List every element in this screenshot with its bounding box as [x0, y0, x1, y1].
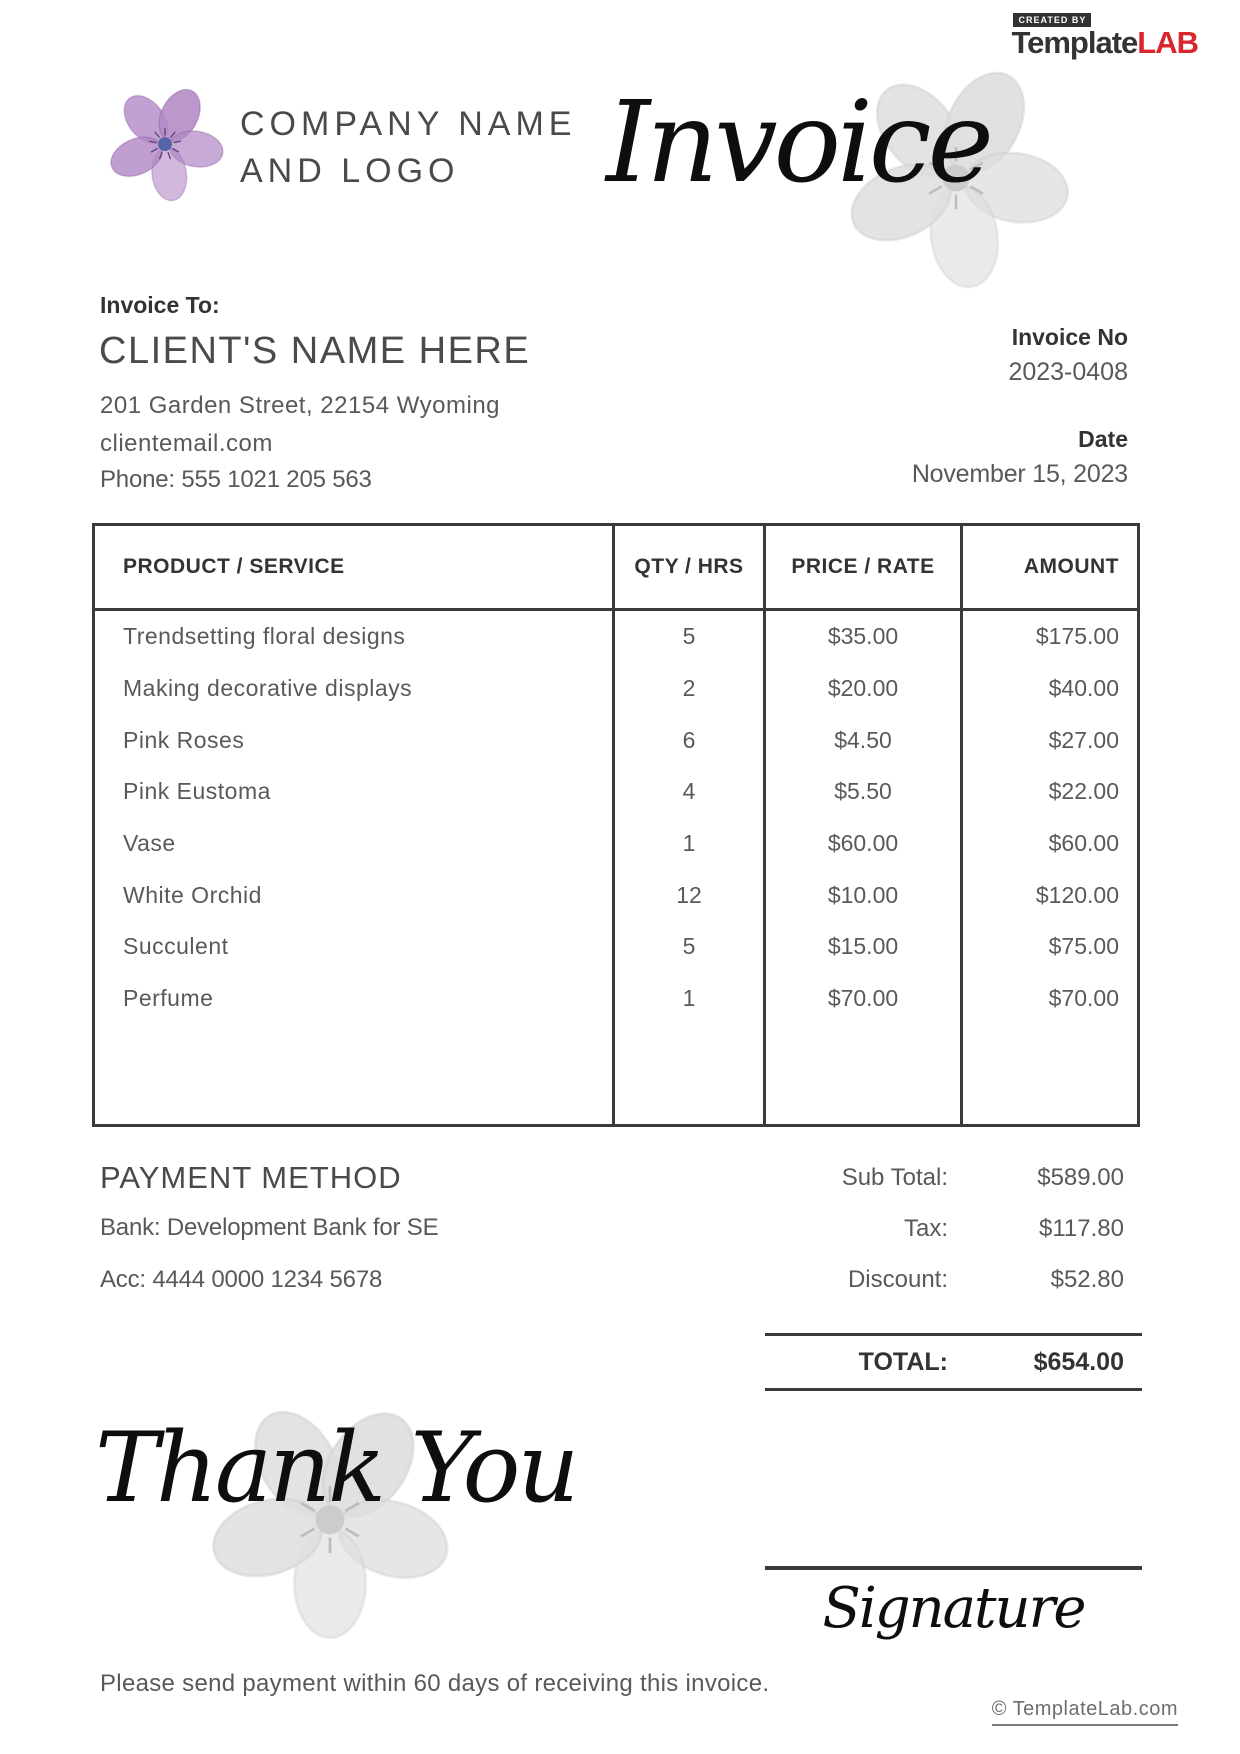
cell-amount: $60.00	[960, 818, 1137, 870]
cell-qty: 4	[612, 766, 763, 818]
payment-bank: Bank: Development Bank for SE	[100, 1214, 439, 1241]
cell-product: Succulent	[123, 933, 229, 960]
cell-price: $60.00	[763, 818, 960, 870]
cell-price: $35.00	[763, 611, 960, 663]
discount-label: Discount:	[847, 1265, 948, 1293]
cell-product: Pink Roses	[123, 726, 245, 753]
col-header-product: PRODUCT / SERVICE	[95, 526, 612, 611]
subtotal-label: Sub Total:	[841, 1163, 948, 1191]
cell-product: Perfume	[123, 985, 214, 1012]
cell-amount: $175.00	[960, 611, 1137, 663]
payment-terms-note: Please send payment within 60 days of receiving this invoice.	[100, 1670, 770, 1697]
grand-total-value: $654.00	[1033, 1347, 1124, 1376]
cell-amount: $70.00	[960, 973, 1137, 1025]
invoice-no-value: 2023-0408	[1008, 358, 1128, 386]
cell-empty	[95, 1025, 612, 1125]
cell-amount: $75.00	[960, 921, 1137, 973]
cell-amount: $22.00	[960, 766, 1137, 818]
discount-row	[765, 1254, 1142, 1305]
invoice-to-label: Invoice To:	[100, 292, 220, 318]
date-label: Date	[1078, 426, 1128, 452]
grand-total-label: TOTAL:	[858, 1347, 948, 1376]
date-value: November 15, 2023	[911, 460, 1128, 488]
cell-price: $15.00	[763, 921, 960, 973]
cell-amount: $120.00	[960, 869, 1137, 921]
templatelab-copyright-link[interactable]: © TemplateLab.com	[992, 1698, 1178, 1726]
invoice-title-script: Invoice	[606, 78, 990, 208]
signature-line	[765, 1566, 1142, 1570]
cell-qty: 1	[612, 818, 763, 870]
cell-product: Pink Eustoma	[123, 778, 271, 805]
created-by-badge: CREATED BY	[1013, 13, 1091, 27]
cell-empty	[763, 1025, 960, 1125]
tax-label: Tax:	[903, 1214, 948, 1242]
company-name-line1: COMPANY NAME	[240, 105, 577, 143]
discount-value: $52.80	[1050, 1265, 1124, 1293]
tax-value: $117.80	[1039, 1214, 1124, 1242]
cell-product: Making decorative displays	[123, 675, 413, 702]
cell-price: $5.50	[763, 766, 960, 818]
grand-total-row	[765, 1333, 1142, 1391]
client-phone: Phone: 555 1021 205 563	[100, 466, 372, 493]
cell-price: $10.00	[763, 869, 960, 921]
cell-qty: 12	[612, 869, 763, 921]
payment-account: Acc: 4444 0000 1234 5678	[100, 1266, 383, 1293]
thank-you-script: Thank You	[95, 1412, 577, 1524]
client-name: CLIENT'S NAME HERE	[99, 330, 531, 372]
payment-method-title: PAYMENT METHOD	[100, 1160, 402, 1195]
totals-block	[765, 1152, 1142, 1305]
client-email: clientemail.com	[100, 430, 273, 457]
company-name-line2: AND LOGO	[240, 152, 460, 190]
cell-price: $4.50	[763, 714, 960, 766]
cell-empty	[960, 1025, 1137, 1125]
subtotal-row	[765, 1152, 1142, 1203]
templatelab-wordmark	[1011, 25, 1198, 60]
cell-product: Vase	[123, 830, 176, 857]
cell-qty: 2	[612, 663, 763, 715]
invoice-no-label: Invoice No	[1011, 324, 1128, 350]
col-header-qty: QTY / HRS	[612, 526, 763, 611]
cell-amount: $27.00	[960, 714, 1137, 766]
cell-amount: $40.00	[960, 663, 1137, 715]
cell-qty: 5	[612, 611, 763, 663]
cell-product: Trendsetting floral designs	[123, 623, 406, 650]
cell-price: $70.00	[763, 973, 960, 1025]
cell-qty: 5	[612, 921, 763, 973]
cell-qty: 6	[612, 714, 763, 766]
col-header-amount: AMOUNT	[960, 526, 1137, 611]
brand-dark-text: Template	[1011, 25, 1138, 60]
purple-flower-logo-icon	[106, 76, 224, 210]
subtotal-value: $589.00	[1037, 1163, 1124, 1191]
signature-script: Signature	[822, 1576, 1085, 1641]
company-name	[240, 101, 576, 195]
items-table	[92, 523, 1140, 1127]
cell-product: White Orchid	[123, 881, 262, 908]
brand-red-text: LAB	[1137, 25, 1198, 60]
cell-qty: 1	[612, 973, 763, 1025]
col-header-price: PRICE / RATE	[763, 526, 960, 611]
client-address: 201 Garden Street, 22154 Wyoming	[100, 392, 501, 419]
cell-empty	[612, 1025, 763, 1125]
cell-price: $20.00	[763, 663, 960, 715]
tax-row	[765, 1203, 1142, 1254]
templatelab-logo	[1011, 10, 1198, 58]
